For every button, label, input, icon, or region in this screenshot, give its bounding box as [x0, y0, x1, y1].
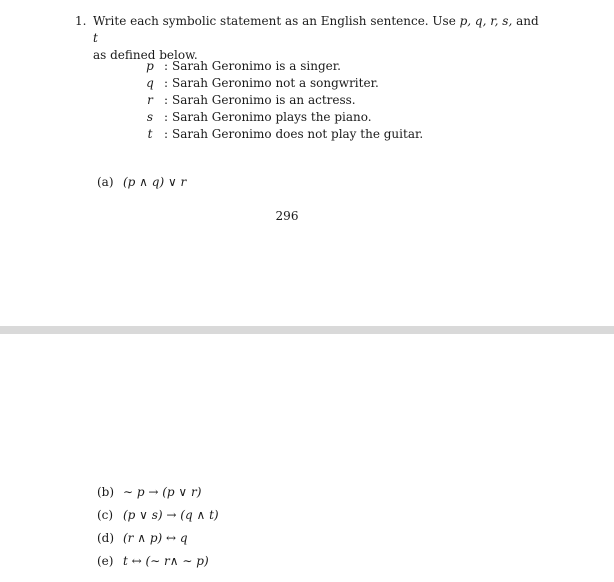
prompt-text-line-2: as defined below. [93, 48, 198, 62]
definition-colon: : [163, 59, 169, 73]
definition-row [140, 109, 423, 126]
definition-row [140, 92, 423, 109]
definition-colon: : [163, 110, 169, 124]
prompt-vars: p, q, r, s, [459, 14, 513, 28]
definition-text: Sarah Geronimo is a singer. [172, 59, 341, 73]
page-number: 296 [275, 209, 299, 223]
definition-text: Sarah Geronimo plays the piano. [172, 110, 372, 124]
definition-colon: : [163, 76, 169, 90]
definition-var: r [147, 93, 153, 107]
part-expression: t ↔ (∼ r∧ ∼ p) [123, 554, 209, 568]
part-label: (c) [97, 508, 114, 522]
page-separator [0, 326, 614, 334]
definition-text: Sarah Geronimo is an actress. [172, 93, 356, 107]
part-a [97, 174, 186, 191]
definition-text: Sarah Geronimo does not play the guitar. [172, 127, 424, 141]
page-bottom [0, 334, 614, 582]
question-prompt [93, 13, 545, 64]
definition-var: s [146, 110, 154, 124]
part-label: (b) [97, 485, 115, 499]
part-label: (d) [97, 531, 115, 545]
definition-row [140, 126, 423, 143]
part-label: (a) [97, 175, 114, 189]
part-b [97, 484, 219, 507]
definition-var: p [146, 59, 154, 73]
prompt-var-t: t [93, 31, 98, 45]
definition-var: t [147, 127, 153, 141]
definition-text: Sarah Geronimo not a songwriter. [172, 76, 379, 90]
question-1 [75, 13, 545, 64]
part-expression: (r ∧ p) ↔ q [123, 531, 188, 545]
part-d [97, 530, 219, 553]
prompt-text-part-1: Write each symbolic statement as an English sentence. Use [93, 14, 460, 28]
part-e [97, 553, 219, 576]
part-expression: (p ∧ q) ∨ r [123, 175, 187, 189]
part-label: (e) [97, 554, 114, 568]
definition-var: q [146, 76, 154, 90]
parts-list [97, 484, 219, 576]
definition-row [140, 75, 423, 92]
part-expression: (p ∨ s) → (q ∧ t) [123, 508, 219, 522]
part-c [97, 507, 219, 530]
definitions-list [140, 58, 423, 143]
definition-colon: : [163, 93, 169, 107]
prompt-text-and: and [512, 14, 539, 28]
question-number: 1. [75, 14, 87, 28]
definition-colon: : [163, 127, 169, 141]
part-expression: ∼ p → (p ∨ r) [123, 485, 202, 499]
definition-row [140, 58, 423, 75]
